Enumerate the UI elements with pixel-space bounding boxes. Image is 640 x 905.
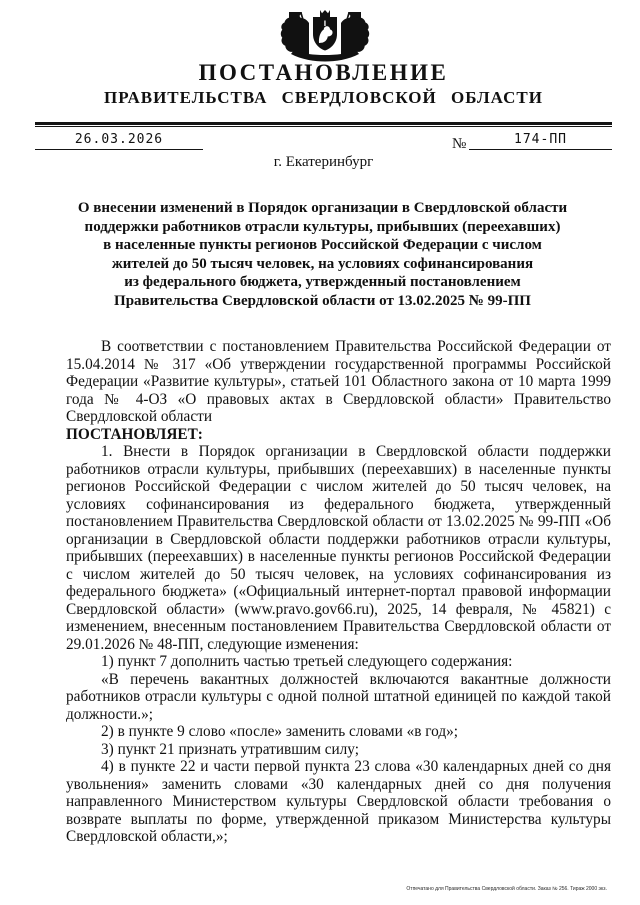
amendment-item-4: 4) в пункте 22 и части первой пункта 23 слова «30 календарных дней со дня увольнения» заменить словами «30 календарных дней со дня получения направленного Министерством культуры Свердловской области требования о возврате выплаты по форме, утвержденной приказом Министерства культуры Свердловской области,»; <box>66 758 611 845</box>
print-shop-note: Отпечатано для Правительства Свердловской области. Заказ № 256. Тираж 2000 экз. <box>406 886 607 892</box>
subject-line: О внесении изменений в Порядок организации в Свердловской области <box>77 200 568 216</box>
document-body <box>66 338 611 846</box>
document-city: г. Екатеринбург <box>273 154 374 170</box>
number-label: № <box>452 136 467 152</box>
document-subject-title <box>50 199 595 311</box>
document-number: 174-ПП <box>469 132 612 150</box>
amendment-item-3: 3) пункт 21 признать утратившим силу; <box>101 740 360 758</box>
coat-of-arms-icon <box>279 9 371 63</box>
amendment-item-1: 1) пункт 7 дополнить частью третьей следующего содержания: <box>101 653 513 670</box>
resolves-heading: ПОСТАНОВЛЯЕТ: <box>66 425 203 443</box>
subject-line: Правительства Свердловской области от 13.02.2025 № 99-ПП <box>114 292 531 309</box>
intro-paragraph: В соответствии с постановлением Правительства Российской Федерации от 15.04.2014 № 317 «Об утверждении государственной программы Российской Федерации «Развитие культуры», статьей 101 Областного закона от 10 марта 1999 года № 4-ОЗ «О правовых актах в Свердловской области» Правительство Свердловской области <box>66 338 611 425</box>
document-date: 26.03.2026 <box>35 132 203 150</box>
document-organization: ПРАВИТЕЛЬСТВА СВЕРДЛОВСКОЙ ОБЛАСТИ <box>104 88 543 107</box>
subject-line: поддержки работников отрасли культуры, прибывших (переехавших) <box>84 218 561 235</box>
amendment-paragraph: 1. Внести в Порядок организации в Свердловской области поддержки работников отрасли культуры, прибывших (переехавших) в населенные пункты регионов Российской Федерации с числом жителей до 50 тысяч человек, на условиях софинансирования из федерального бюджета, утвержденный постановлением Правительства Свердловской области от 13.02.2025 № 99-ПП «Об организации в Свердловской области поддержки работников отрасли культуры, прибывших (переехавших) в населенные пункты регионов Российской Федерации с числом жителей до 50 тысяч человек, на условиях софинансирования из федерального бюджета» («Официальный интернет-портал правовой информации Свердловской области» (www.pravo.gov66.ru), 2025, 14 февраля, № 45821) с изменением, внесенным постановлением Правительства Свердловской области от 29.01.2026 № 48-ПП, следующие изменения: <box>66 443 611 653</box>
quoted-provision: «В перечень вакантных должностей включаются вакантные должности работников отрасли культуры с одной полной штатной единицей по каждой такой должности.»; <box>66 670 611 723</box>
document-type-title: ПОСТАНОВЛЕНИЕ <box>198 60 449 85</box>
subject-line: в населенные пункты регионов Российской Федерации с числом <box>103 237 542 254</box>
subject-line: жителей до 50 тысяч человек, на условиях софинансирования <box>111 255 534 272</box>
header-divider <box>35 122 612 127</box>
subject-line: из федерального бюджета, утвержденный постановлением <box>124 274 521 291</box>
amendment-item-2: 2) в пункте 9 слово «после» заменить словами «в год»; <box>101 723 459 740</box>
